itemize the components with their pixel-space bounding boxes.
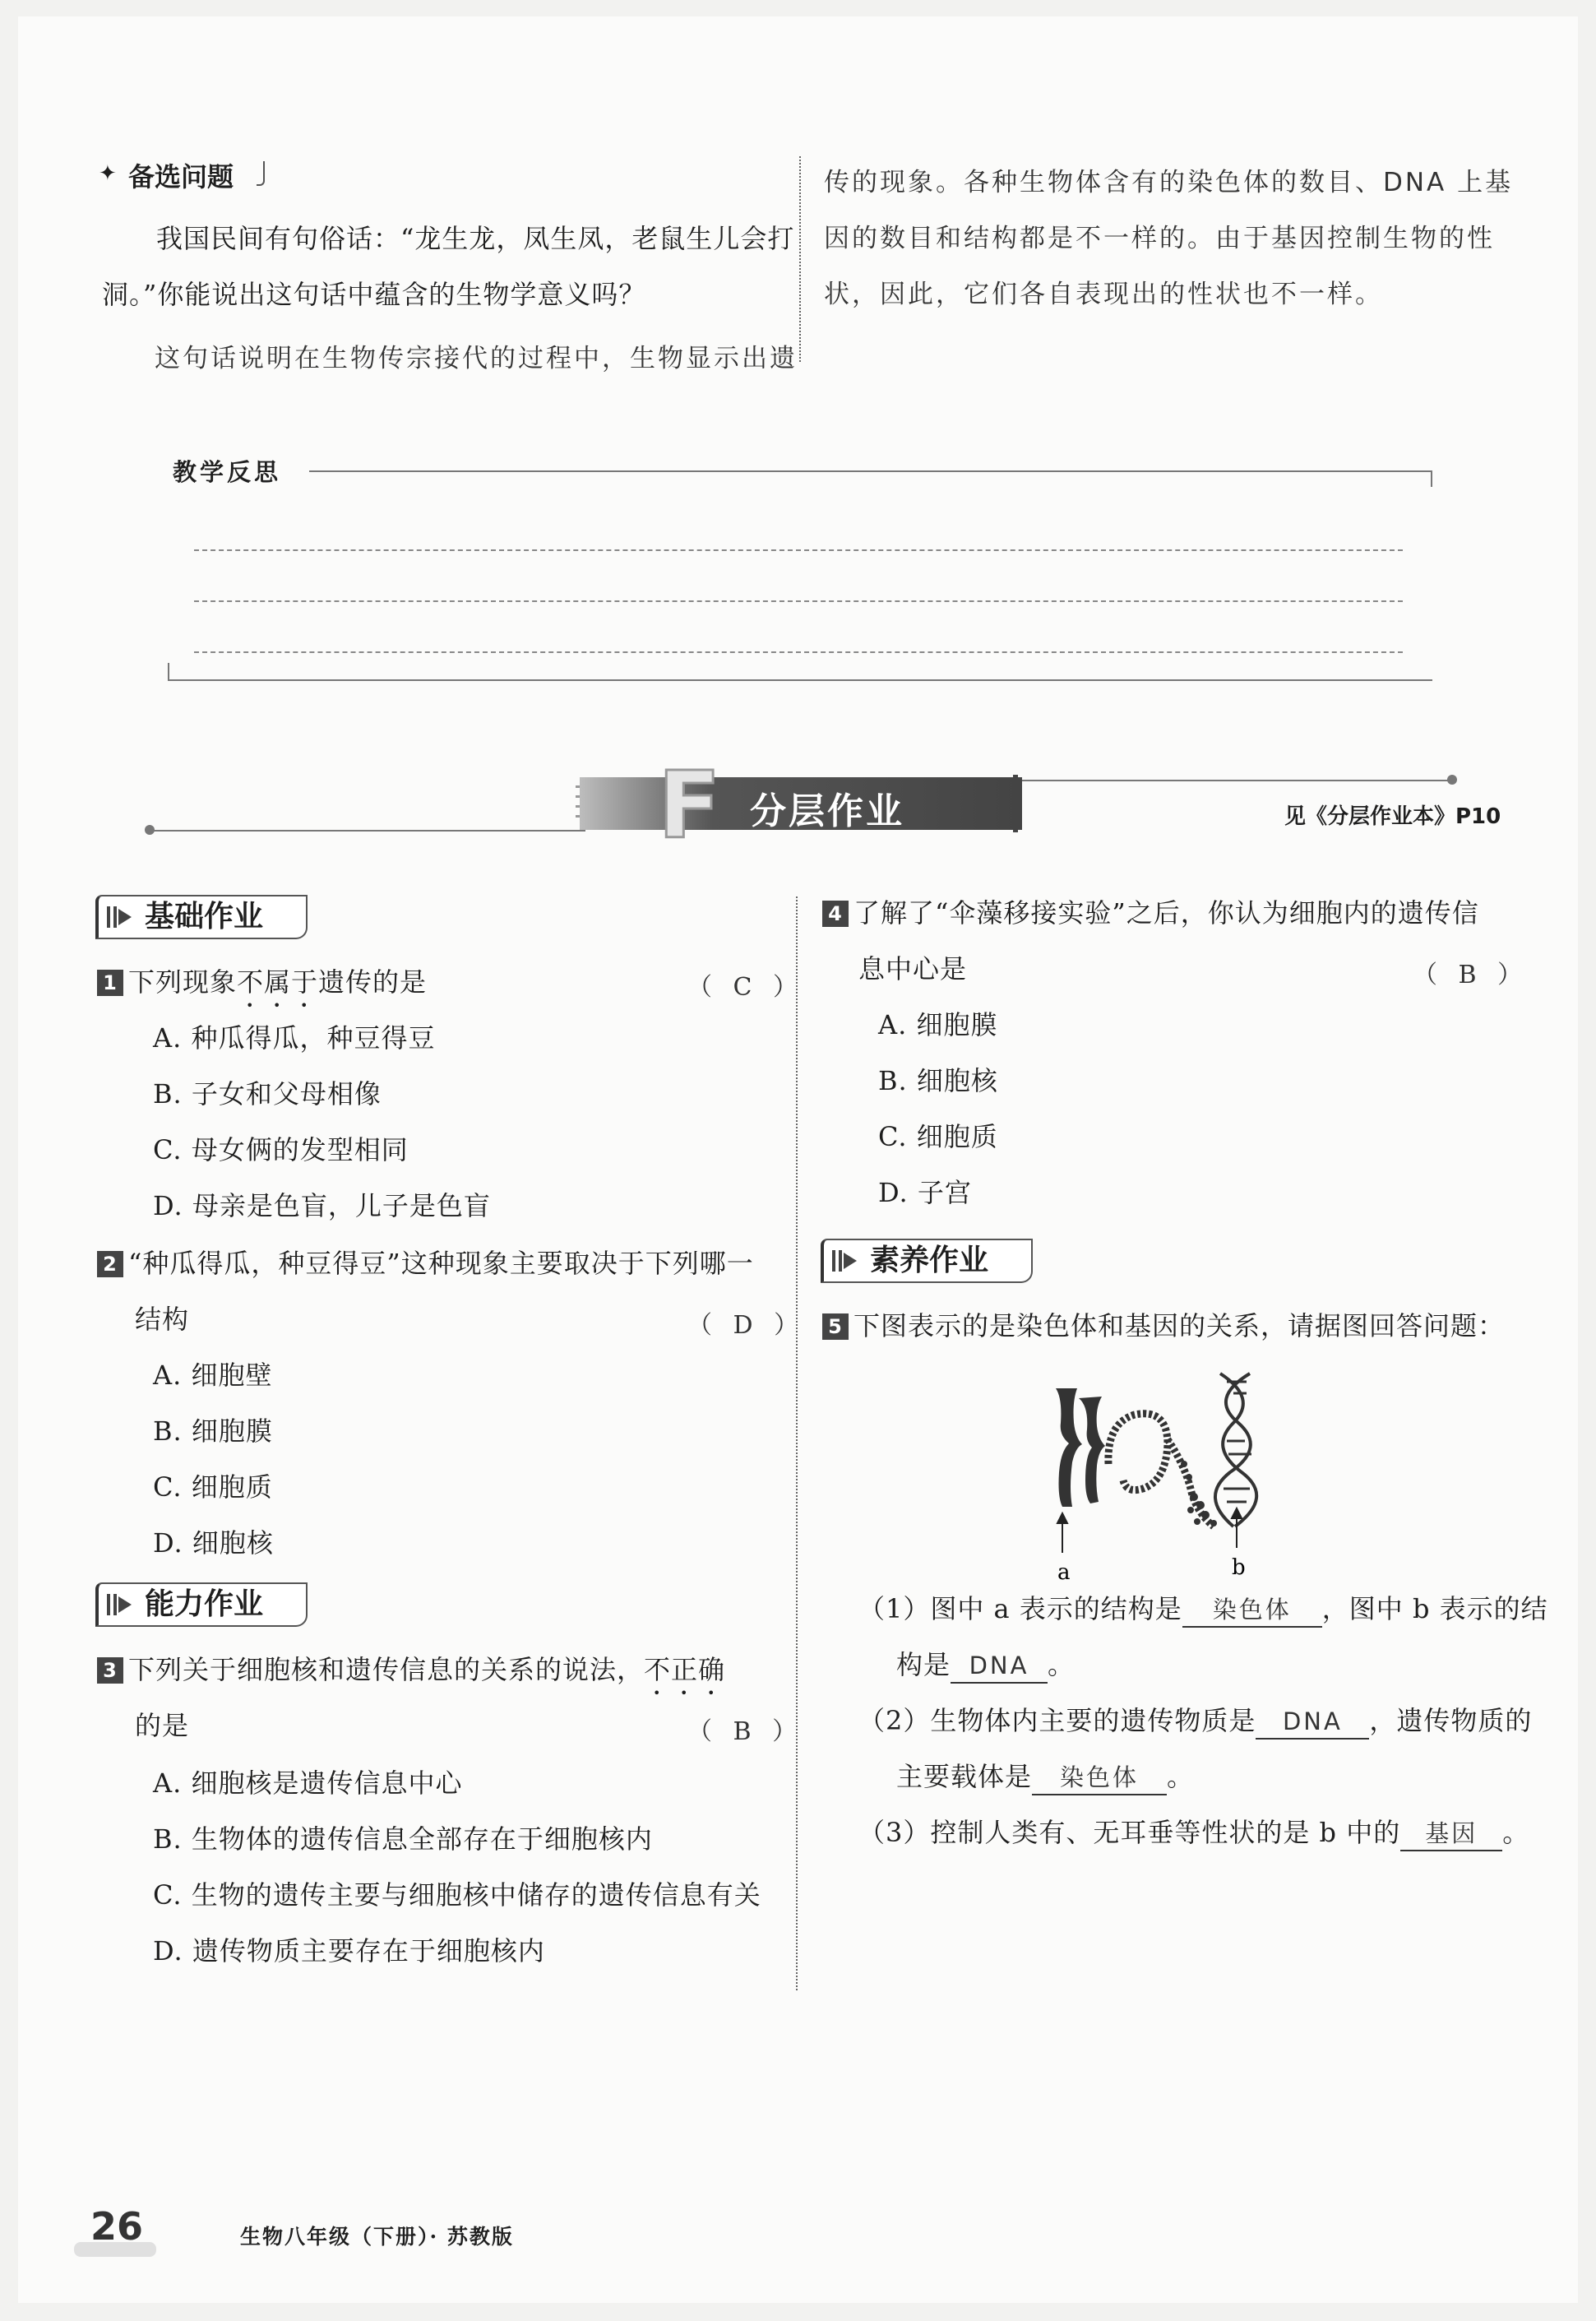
q5-answer-blank-carrier[interactable]: 染色体	[1032, 1761, 1167, 1795]
q4-option-d: D. 子宫	[878, 1177, 972, 1208]
reflection-bottom-line	[168, 679, 1432, 681]
q1-text-post: 遗传的是	[318, 966, 428, 998]
section-basic-homework	[95, 895, 308, 939]
backup-question-line1: 我国民间有句俗话：“龙生龙，凤生凤，老鼠生儿会打	[156, 223, 795, 254]
reflection-right-tick	[1431, 470, 1432, 487]
section-basic-title: 基础作业	[145, 900, 264, 933]
q1-answer: （ C ）	[687, 973, 805, 1002]
chromosome-dna-figure	[1044, 1365, 1291, 1587]
q2-option-b: B. 细胞膜	[153, 1415, 273, 1447]
q5-part2-line2	[896, 1749, 1194, 1804]
arrow-right-icon	[107, 1594, 135, 1615]
column-divider-main	[796, 896, 798, 1990]
section-literacy-title: 素养作业	[870, 1244, 989, 1277]
q2-answer: （ D ）	[687, 1311, 806, 1340]
q4-text-line1: 了解了“伞藻移接实验”之后，你认为细胞内的遗传信	[854, 897, 1479, 929]
figure-label-b: b	[1232, 1555, 1246, 1580]
q5-part2-line1	[858, 1693, 1532, 1749]
q5-part2-text-b: ，遗传物质的	[1369, 1705, 1533, 1736]
arrow-right-icon	[832, 1250, 860, 1272]
q3-text-emphasis: 不正确	[644, 1654, 726, 1685]
q5-part1-text-a: （1）图中 a 表示的结构是	[858, 1593, 1182, 1624]
reflection-writing-line-3	[194, 651, 1403, 653]
q5-text: 下图表示的是染色体和基因的关系，请据图回答问题：	[854, 1310, 1506, 1341]
arrow-right-icon	[107, 906, 135, 928]
q4-stem-line2: 息中心是	[858, 953, 968, 984]
banner-letter: F	[658, 753, 721, 859]
reflection-title: 教学反思	[173, 458, 282, 486]
banner-line-right-dot	[1447, 775, 1457, 785]
q4-stem-line1	[822, 885, 1479, 941]
backup-answer-line3: 因的数目和结构都是不一样的。由于基因控制生物的性	[824, 224, 1495, 253]
q3-option-a: A. 细胞核是遗传信息中心	[153, 1767, 463, 1799]
q1-text-pre: 下列现象	[128, 966, 238, 998]
q2-number: 2	[97, 1251, 123, 1277]
q3-option-d: D. 遗传物质主要存在于细胞核内	[153, 1935, 545, 1967]
backup-question-line2: 洞。”你能说出这句话中蕴含的生物学意义吗？	[102, 279, 646, 310]
column-divider-top	[799, 156, 801, 362]
q5-part1-line2	[896, 1637, 1075, 1693]
q4-answer: （ B ）	[1413, 961, 1529, 989]
q3-option-b: B. 生物体的遗传信息全部存在于细胞核内	[153, 1823, 653, 1855]
q5-answer-blank-a[interactable]: 染色体	[1182, 1593, 1322, 1628]
banner-title: 分层作业	[750, 790, 904, 832]
q4-option-c: C. 细胞质	[878, 1121, 998, 1152]
backup-answer-line2: 传的现象。各种生物体含有的染色体的数目、DNA 上基	[824, 168, 1514, 197]
q5-number: 5	[822, 1313, 849, 1340]
q1-option-a: A. 种瓜得瓜，种豆得豆	[153, 1022, 436, 1054]
backup-question-title: 备选问题	[128, 161, 234, 192]
q2-option-a: A. 细胞壁	[153, 1360, 273, 1391]
pointer-arrow-b	[1232, 1508, 1242, 1548]
page-number: 26	[90, 2204, 144, 2249]
q5-answer-blank-gene[interactable]: 基因	[1400, 1817, 1502, 1851]
q4-option-a: A. 细胞膜	[878, 1009, 998, 1040]
q2-option-d: D. 细胞核	[153, 1527, 274, 1559]
backup-answer-line4: 状，因此，它们各自表现出的性状也不一样。	[824, 280, 1383, 309]
q2-option-c: C. 细胞质	[153, 1471, 273, 1503]
backup-answer-line1: 这句话说明在生物传宗接代的过程中，生物显示出遗	[155, 344, 798, 373]
chromatin-coil	[1108, 1414, 1214, 1526]
q2-stem-line1	[97, 1235, 754, 1291]
q5-part3-end: 。	[1502, 1817, 1530, 1848]
q5-part2-end: 。	[1167, 1761, 1195, 1792]
q1-option-d: D. 母亲是色盲，儿子是色盲	[153, 1190, 491, 1221]
section-ability-homework	[95, 1582, 308, 1627]
q5-part1-text-c: 构是	[896, 1649, 951, 1680]
banner-line-left-dot	[145, 825, 155, 835]
q3-number: 3	[97, 1657, 123, 1684]
q5-part2-text-c: 主要载体是	[896, 1761, 1033, 1792]
q4-option-b: B. 细胞核	[878, 1065, 998, 1096]
section-ability-title: 能力作业	[145, 1587, 264, 1621]
q4-number: 4	[822, 901, 849, 927]
reflection-writing-line-1	[194, 549, 1403, 551]
banner-end-mark	[1013, 775, 1018, 832]
reflection-left-tick	[168, 663, 169, 679]
reflection-top-line	[309, 470, 1432, 472]
q5-part1-end: 。	[1048, 1649, 1076, 1680]
sparkle-icon: ✦	[99, 161, 117, 186]
q2-stem-line2: 结构	[135, 1304, 190, 1335]
section-literacy-homework	[821, 1239, 1033, 1283]
heading-bracket	[257, 161, 265, 186]
q3-stem-line2: 的是	[135, 1710, 190, 1741]
chromosome-shape	[1056, 1388, 1105, 1507]
q5-answer-blank-material[interactable]: DNA	[1256, 1705, 1369, 1740]
q3-text-pre: 下列关于细胞核和遗传信息的关系的说法，	[128, 1654, 645, 1685]
figure-label-a: a	[1057, 1560, 1071, 1585]
q1-option-b: B. 子女和父母相像	[153, 1078, 382, 1110]
q2-text-line1: “种瓜得瓜，种豆得豆”这种现象主要取决于下列哪一	[128, 1248, 754, 1279]
q5-part1-line1	[858, 1581, 1548, 1637]
q3-stem-line1	[97, 1642, 725, 1701]
banner-line-left	[150, 830, 585, 832]
q5-part2-text-a: （2）生物体内主要的遗传物质是	[858, 1705, 1256, 1736]
q1-number: 1	[97, 970, 123, 996]
q1-text-emphasis: 不属于	[237, 966, 319, 998]
q5-stem	[822, 1298, 1505, 1354]
backup-question-heading	[99, 156, 263, 192]
q1-stem	[97, 954, 427, 1013]
pointer-arrow-a	[1057, 1513, 1067, 1553]
workbook-reference: 见《分层作业本》P10	[1284, 804, 1501, 829]
q5-part1-text-b: ，图中 b 表示的结	[1321, 1593, 1548, 1624]
q5-part3-line1	[858, 1804, 1529, 1860]
book-title: 生物八年级（下册）· 苏教版	[240, 2225, 514, 2249]
banner-line-right	[1022, 780, 1451, 781]
q1-option-c: C. 母女俩的发型相同	[153, 1134, 409, 1165]
reflection-writing-line-2	[194, 600, 1403, 602]
q3-answer: （ B ）	[687, 1717, 804, 1746]
q5-answer-blank-b[interactable]: DNA	[951, 1649, 1048, 1684]
q3-option-c: C. 生物的遗传主要与细胞核中储存的遗传信息有关	[153, 1879, 761, 1911]
q5-part3-text-a: （3）控制人类有、无耳垂等性状的是 b 中的	[858, 1817, 1401, 1848]
dna-helix	[1215, 1374, 1256, 1526]
